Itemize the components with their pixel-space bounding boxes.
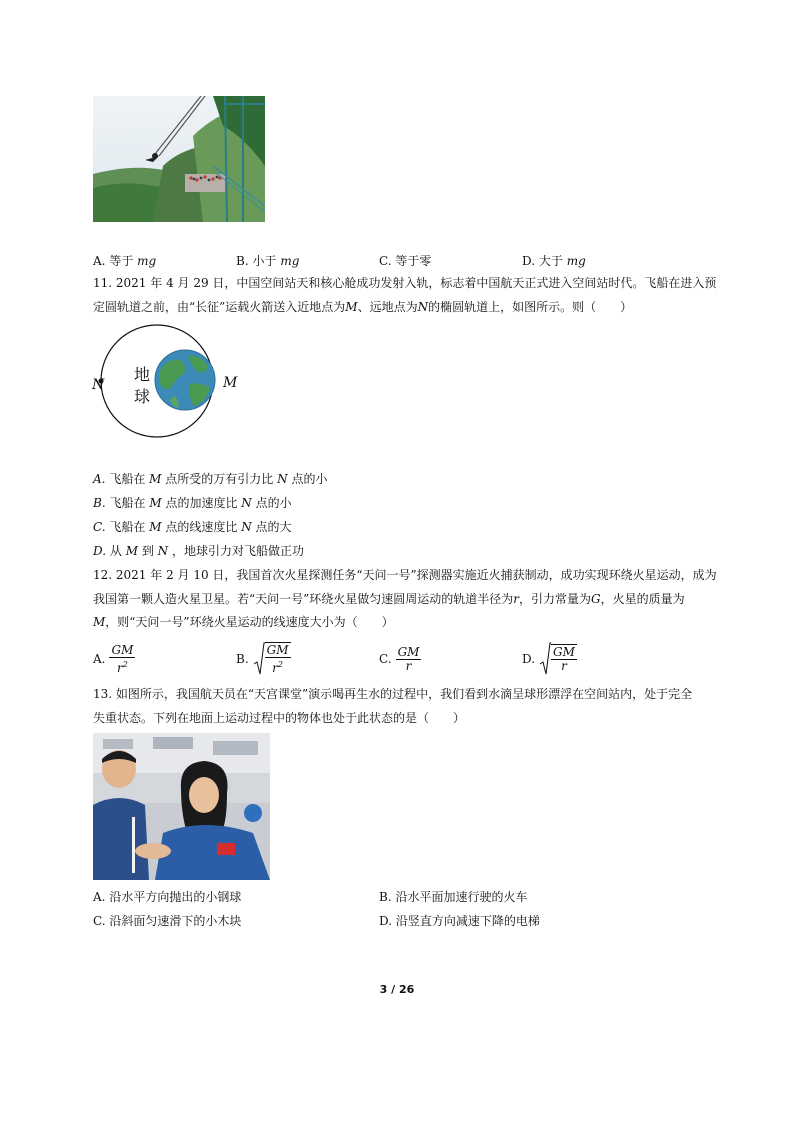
q13-option-d [379, 913, 540, 929]
q13-stem-line1: 13. 如图所示，我国航天员在“天宫课堂”演示喝再生水的过程中，我们看到水滴呈球形漂浮在空间站内，处于完全 [93, 687, 693, 701]
option-text: 等于零 [395, 254, 432, 268]
q12-stem-line3: M，则“天问一号”环绕火星运动的线速度大小为（ ） [93, 615, 394, 629]
option-text-b: 到 [141, 544, 154, 558]
fraction [109, 644, 135, 675]
option-letter: D. [93, 544, 107, 558]
option-text-a: 从 [109, 544, 122, 558]
denominator-var: r [272, 661, 278, 675]
fraction [396, 646, 422, 673]
option-text: 沿水平面加速行驶的火车 [395, 890, 528, 904]
option-letter: C. [379, 652, 392, 666]
q12-option-d [522, 641, 577, 677]
option-letter: B. [379, 890, 392, 904]
label-m: M [223, 375, 238, 391]
q13-option-b [379, 889, 527, 905]
option-letter: A. [93, 472, 106, 486]
fraction [265, 644, 291, 675]
option-text: 等于 [109, 254, 134, 268]
option-text-c: 点的大 [255, 520, 292, 534]
q13-option-a [93, 889, 241, 905]
q11-option-a [93, 471, 327, 487]
q11-stem-line1: 11. 2021 年 4 月 29 日，中国空间站天和核心舱成功发射入轨，标志着中国航天正式进入空间站时代。飞船在进入预 [93, 276, 717, 290]
option-var-1: M [149, 472, 162, 486]
denominator [270, 658, 285, 675]
q10-option-b [236, 253, 299, 269]
option-text: 小于 [252, 254, 277, 268]
option-text-c: 点的小 [255, 496, 292, 510]
option-var-1: M [125, 544, 138, 558]
option-math: mg [280, 254, 300, 268]
q13-stem-line2: 失重状态。下列在地面上运动过程中的物体也处于此状态的是（ ） [93, 711, 466, 725]
option-text-c: 点的小 [291, 472, 328, 486]
denominator [404, 660, 414, 673]
option-text-b: 点所受的万有引力比 [165, 472, 274, 486]
option-letter: B. [236, 254, 249, 268]
exponent: 2 [122, 659, 128, 669]
option-text-b: 点的加速度比 [165, 496, 238, 510]
sqrt-expression [539, 642, 577, 676]
q12-option-b [236, 641, 291, 677]
label-n: N [92, 377, 105, 393]
q12-option-c [379, 641, 421, 677]
q12-option-a [93, 641, 135, 677]
earth-label-1: 地 [134, 365, 151, 384]
earth-label-2: 球 [134, 387, 151, 406]
option-letter: A. [93, 652, 106, 666]
radicand [265, 642, 291, 675]
q12-stem-line2: 我国第一颗人造火星卫星。若“天问一号”环绕火星做匀速圆周运动的轨道半径为r，引力常量为G，火星的质量为 [93, 592, 685, 606]
q12-stem-line1: 12. 2021 年 2 月 10 日，我国首次火星探测任务“天问一号”探测器实施近火捕获制动，成功实现环绕火星运动，成为 [93, 568, 717, 582]
option-math: mg [137, 254, 157, 268]
q11-stem-line2: 定圆轨道之前，由“长征”运载火箭送入近地点为M、远地点为N的椭圆轨道上，如图所示。则（ ） [93, 300, 633, 314]
option-letter: D. [379, 914, 393, 928]
numerator: GM [553, 645, 575, 659]
astronaut-photo [93, 733, 270, 880]
q10-option-d [522, 253, 586, 269]
q10-option-c [379, 253, 431, 269]
exponent: 2 [277, 660, 283, 669]
option-text: 沿水平方向抛出的小钢球 [109, 890, 242, 904]
denominator-var: r [117, 660, 123, 675]
option-text-a: 飞船在 [109, 520, 146, 534]
option-math: mg [566, 254, 586, 268]
option-letter: C. [93, 914, 106, 928]
denominator-var: r [561, 659, 567, 673]
numerator: GM [397, 644, 420, 659]
radicand [551, 644, 577, 673]
option-letter: A. [93, 890, 106, 904]
option-text-a: 飞船在 [109, 472, 146, 486]
q11-option-c [93, 519, 292, 535]
option-text-a: 飞船在 [109, 496, 146, 510]
denominator [115, 658, 130, 675]
option-text: 大于 [538, 254, 563, 268]
denominator [559, 660, 569, 673]
option-var-2: N [277, 472, 288, 486]
option-var-2: N [241, 520, 252, 534]
sqrt-sign-icon [253, 642, 265, 676]
option-text-b: 点的线速度比 [165, 520, 238, 534]
q11-option-b [93, 495, 292, 511]
q11-option-d [93, 543, 304, 559]
sqrt-sign-icon [539, 642, 551, 676]
option-letter: C. [379, 254, 392, 268]
option-var-2: N [157, 544, 169, 558]
option-letter: A. [93, 254, 106, 268]
option-letter: B. [236, 652, 249, 666]
page-number: 3 / 26 [379, 983, 415, 996]
sqrt-expression [253, 642, 291, 676]
denominator-var: r [405, 658, 412, 673]
option-var-2: N [241, 496, 252, 510]
fraction [551, 646, 577, 673]
numerator: GM [266, 643, 289, 657]
earth-icon [155, 350, 215, 410]
option-letter: D. [522, 254, 536, 268]
option-text: 沿竖直方向减速下降的电梯 [395, 914, 540, 928]
option-text-c: ，地球引力对飞船做正功 [171, 544, 304, 558]
option-var-1: M [149, 496, 162, 510]
q10-option-a [93, 253, 156, 269]
option-letter: B. [93, 496, 106, 510]
numerator: GM [111, 642, 134, 657]
q13-option-c [93, 913, 241, 929]
option-letter: C. [93, 520, 106, 534]
option-letter: D. [522, 652, 536, 666]
option-text: 沿斜面匀速滑下的小木块 [109, 914, 242, 928]
option-var-1: M [149, 520, 162, 534]
swing-photo [93, 96, 265, 222]
